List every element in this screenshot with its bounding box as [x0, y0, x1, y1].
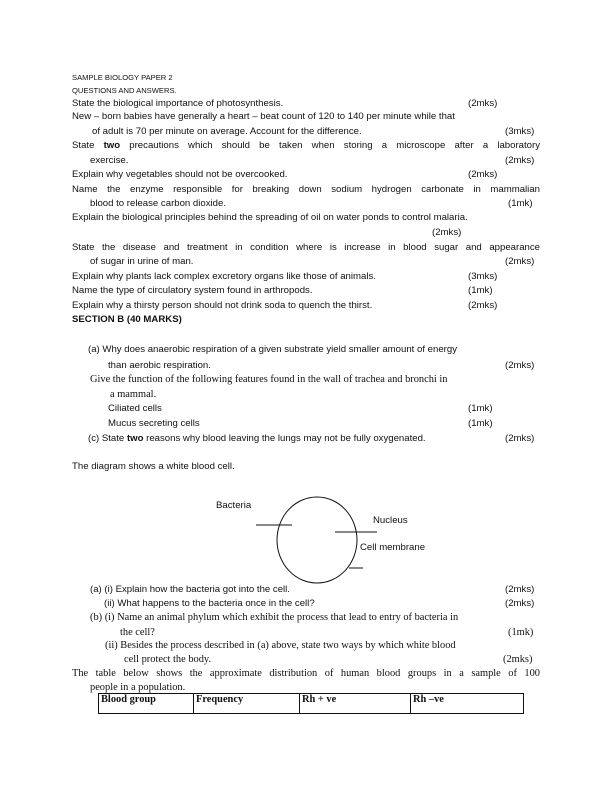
table-header-row: [99, 694, 524, 714]
marks: (3mks): [468, 271, 498, 282]
question-text: blood to release carbon dioxide.: [90, 198, 227, 209]
marks: (2mks): [505, 155, 535, 166]
diagram-intro: The diagram shows a white blood cell.: [72, 461, 235, 472]
label-bacteria: Bacteria: [216, 500, 252, 511]
question-text: The table below shows the approximate distribution of human blood groups in a sample of 100: [72, 668, 540, 679]
question-text: State the biological importance of photosynthesis.: [72, 98, 284, 109]
question-text: cell protect the body.: [124, 654, 212, 665]
header-cell: Frequency: [194, 694, 300, 714]
question-text: (ii) What happens to the bacteria once in the cell?: [104, 598, 315, 609]
section-heading: SECTION B (40 MARKS): [72, 314, 182, 325]
marks: (2mks): [432, 227, 462, 238]
question-text: (c) State two reasons why blood leaving the lungs may not be fully oxygenated.: [88, 433, 426, 444]
marks: (2mks): [505, 360, 535, 371]
question-text: State two precautions which should be taken when storing a microscope after a laboratory: [72, 140, 540, 151]
marks: (3mks): [505, 126, 535, 137]
paper-subtitle: QUESTIONS AND ANSWERS.: [72, 86, 177, 95]
header-cell: Rh + ve: [300, 694, 411, 714]
question-text: of sugar in urine of man.: [90, 256, 194, 267]
question-text: New – born babies have generally a heart – beat count of 120 to 140 per minute while that: [72, 111, 455, 122]
marks: (1mk): [468, 403, 493, 414]
question-text: of adult is 70 per minute on average. Account for the difference.: [92, 126, 362, 137]
marks: (2mks): [505, 584, 535, 595]
paper-title: SAMPLE BIOLOGY PAPER 2: [72, 73, 173, 82]
marks: (2mks): [468, 169, 498, 180]
marks: (1mk): [508, 627, 534, 638]
question-text: Give the function of the following features found in the wall of trachea and bronchi in: [90, 374, 448, 385]
question-text: Explain the biological principles behind the spreading of oil on water ponds to control malaria.: [72, 212, 468, 223]
question-text: (ii) Besides the process described in (a) above, state two ways by which white blood: [105, 640, 456, 651]
question-text: Name the type of circulatory system found in arthropods.: [72, 285, 313, 296]
header-cell: Rh –ve: [411, 694, 524, 714]
label-cell-membrane: Cell membrane: [360, 542, 426, 553]
question-text: the cell?: [120, 627, 155, 638]
marks: (2mks): [468, 300, 498, 311]
question-text: Name the enzyme responsible for breaking down sodium hydrogen carbonate in mammalian: [72, 184, 540, 195]
sub-item: Ciliated cells: [108, 403, 162, 414]
marks: (1mk): [468, 285, 493, 296]
question-text: than aerobic respiration.: [108, 360, 211, 371]
marks: (2mks): [505, 256, 535, 267]
marks: (1mk): [508, 198, 533, 209]
header-cell: Blood group: [99, 694, 194, 714]
question-text: (a) Why does anaerobic respiration of a given substrate yield smaller amount of energy: [88, 344, 458, 355]
blood-group-table: [98, 693, 524, 714]
question-text: Explain why vegetables should not be overcooked.: [72, 169, 288, 180]
cell-outline: [277, 497, 357, 583]
question-text: (b) (i) Name an animal phylum which exhibit the process that lead to entry of bacteria in: [90, 612, 459, 623]
question-text: Explain why a thirsty person should not drink soda to quench the thirst.: [72, 300, 373, 311]
marks: (2mks): [505, 433, 535, 444]
question-text: State the disease and treatment in condition where is increase in blood sugar and appearance: [72, 242, 540, 253]
question-text: a mammal.: [110, 389, 157, 400]
question-text: (a) (i) Explain how the bacteria got into the cell.: [90, 584, 290, 595]
marks: (2mks): [503, 654, 533, 665]
marks: (1mk): [468, 418, 493, 429]
question-text: Explain why plants lack complex excretory organs like those of animals.: [72, 271, 376, 282]
sub-item: Mucus secreting cells: [108, 418, 200, 429]
marks: (2mks): [505, 598, 535, 609]
question-text: people in a population.: [90, 682, 186, 693]
label-nucleus: Nucleus: [373, 515, 408, 526]
question-text: exercise.: [90, 155, 129, 166]
marks: (2mks): [468, 98, 498, 109]
